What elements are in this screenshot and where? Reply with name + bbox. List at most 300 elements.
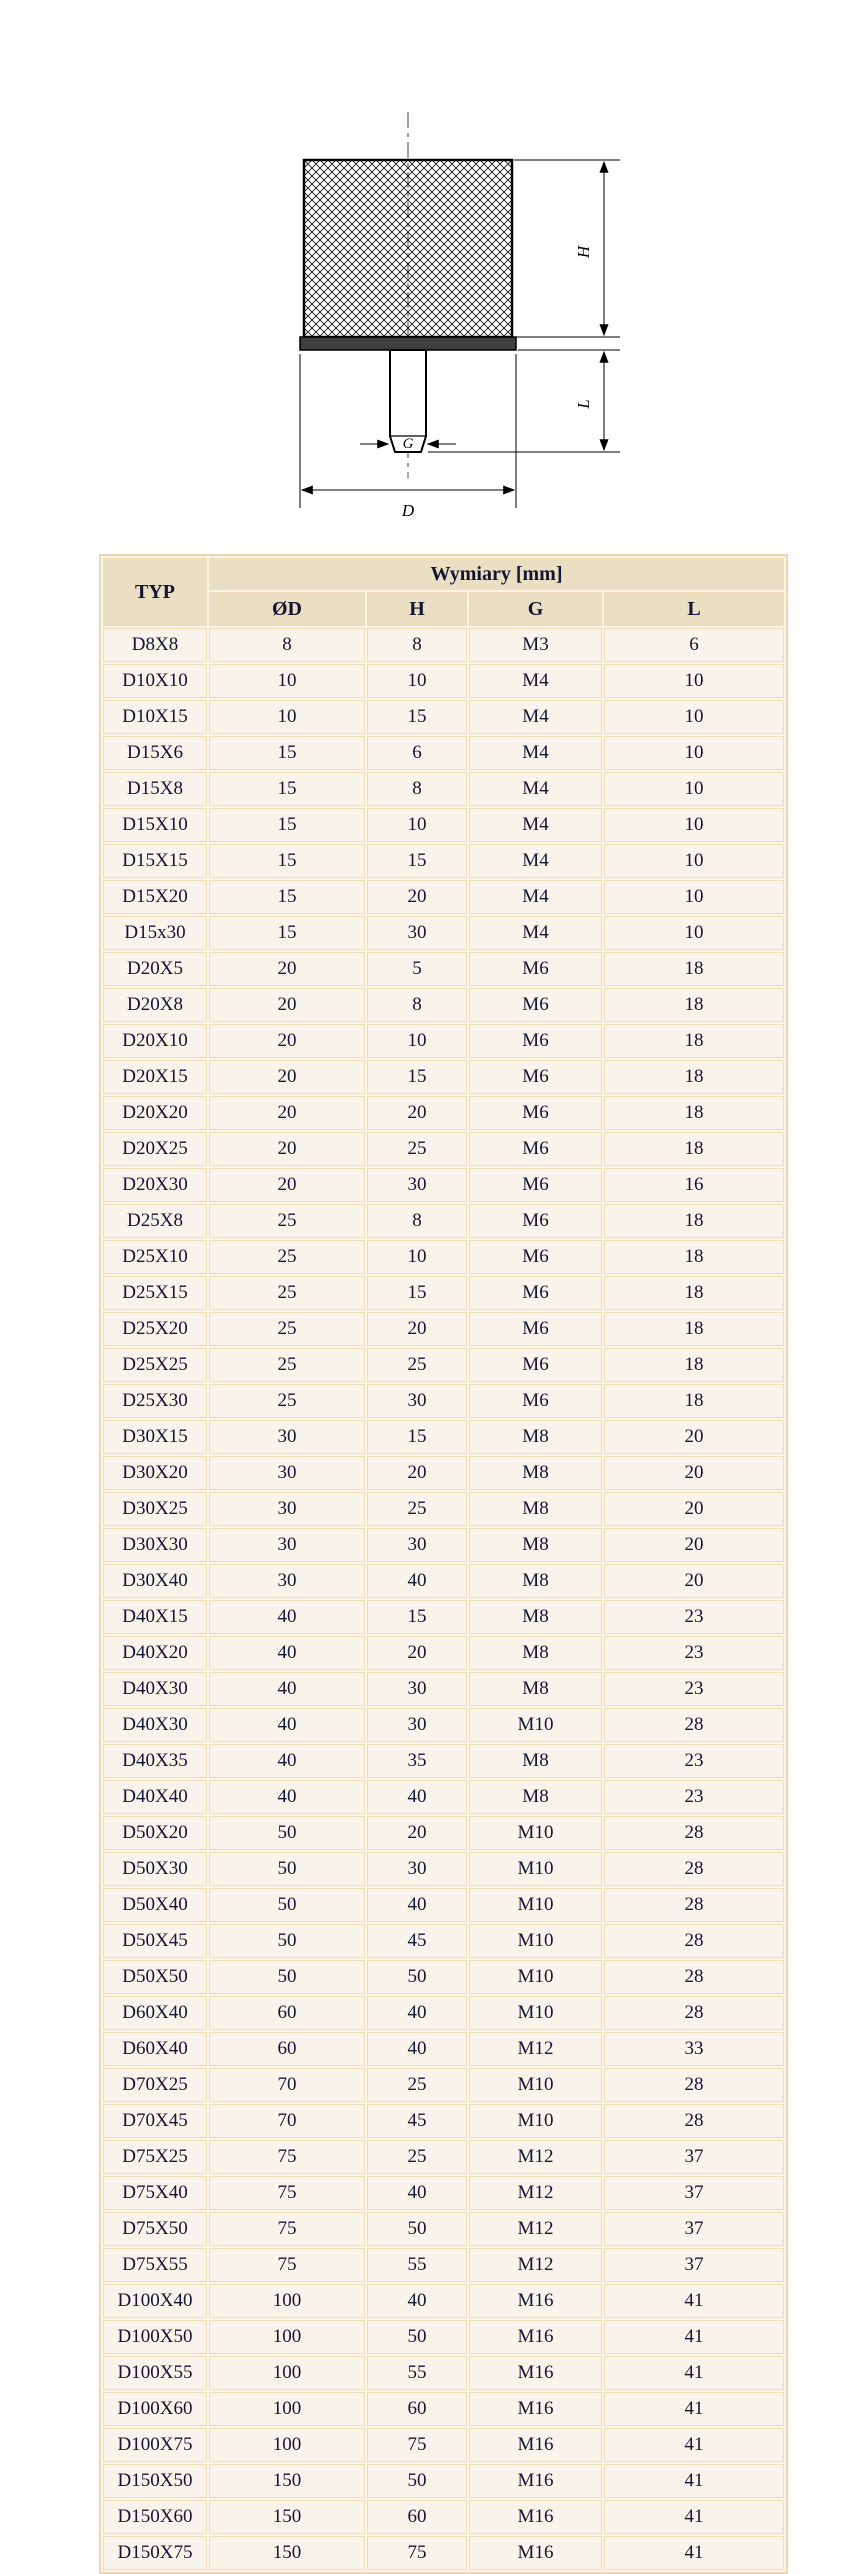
cell-value: M16 bbox=[469, 2320, 602, 2354]
cell-value: M6 bbox=[469, 1132, 602, 1166]
table-row bbox=[103, 2500, 784, 2534]
cell-typ: D100X40 bbox=[103, 2284, 207, 2318]
cell-value: 15 bbox=[209, 772, 365, 806]
cell-value: 25 bbox=[209, 1312, 365, 1346]
cell-value: 16 bbox=[604, 1168, 784, 1202]
cell-typ: D8X8 bbox=[103, 628, 207, 662]
cell-value: M12 bbox=[469, 2032, 602, 2066]
cell-typ: D150X50 bbox=[103, 2464, 207, 2498]
table-row bbox=[103, 844, 784, 878]
table-row bbox=[103, 1096, 784, 1130]
table-row bbox=[103, 1528, 784, 1562]
cell-typ: D20X5 bbox=[103, 952, 207, 986]
cell-value: 100 bbox=[209, 2428, 365, 2462]
cell-value: 60 bbox=[367, 2392, 467, 2426]
dim-label-g: G bbox=[402, 436, 414, 452]
cell-typ: D25X15 bbox=[103, 1276, 207, 1310]
cell-value: 28 bbox=[604, 1888, 784, 1922]
cell-value: 10 bbox=[604, 736, 784, 770]
cell-typ: D50X30 bbox=[103, 1852, 207, 1886]
cell-value: M12 bbox=[469, 2140, 602, 2174]
cell-value: M3 bbox=[469, 628, 602, 662]
cell-typ: D50X20 bbox=[103, 1816, 207, 1850]
dim-label-h: H bbox=[574, 245, 593, 259]
cell-value: M16 bbox=[469, 2500, 602, 2534]
table-row bbox=[103, 916, 784, 950]
cell-typ: D60X40 bbox=[103, 2032, 207, 2066]
cell-typ: D25X8 bbox=[103, 1204, 207, 1238]
cell-value: 50 bbox=[209, 1852, 365, 1886]
cell-value: M10 bbox=[469, 1816, 602, 1850]
cell-value: 15 bbox=[367, 844, 467, 878]
cell-value: 50 bbox=[367, 2320, 467, 2354]
cell-value: 55 bbox=[367, 2248, 467, 2282]
cell-value: 10 bbox=[604, 880, 784, 914]
cell-value: 25 bbox=[209, 1204, 365, 1238]
cell-value: 18 bbox=[604, 1276, 784, 1310]
cell-value: M16 bbox=[469, 2392, 602, 2426]
cell-typ: D150X60 bbox=[103, 2500, 207, 2534]
cell-value: 41 bbox=[604, 2284, 784, 2318]
cell-value: M6 bbox=[469, 1276, 602, 1310]
cell-value: 40 bbox=[367, 1564, 467, 1598]
table-row bbox=[103, 1780, 784, 1814]
cell-value: 75 bbox=[367, 2536, 467, 2570]
cell-value: 20 bbox=[604, 1528, 784, 1562]
cell-value: 28 bbox=[604, 2104, 784, 2138]
cell-value: M6 bbox=[469, 988, 602, 1022]
table-row bbox=[103, 2356, 784, 2390]
cell-value: 33 bbox=[604, 2032, 784, 2066]
table-row bbox=[103, 2176, 784, 2210]
cell-value: M16 bbox=[469, 2464, 602, 2498]
table-row bbox=[103, 1024, 784, 1058]
cell-value: 30 bbox=[367, 916, 467, 950]
cell-typ: D75X50 bbox=[103, 2212, 207, 2246]
cell-value: M8 bbox=[469, 1492, 602, 1526]
cell-value: M6 bbox=[469, 1348, 602, 1382]
cell-value: M8 bbox=[469, 1420, 602, 1454]
cell-value: 18 bbox=[604, 1312, 784, 1346]
cell-value: 100 bbox=[209, 2320, 365, 2354]
cell-value: 60 bbox=[209, 1996, 365, 2030]
cell-typ: D100X75 bbox=[103, 2428, 207, 2462]
cell-value: M16 bbox=[469, 2536, 602, 2570]
cell-value: 15 bbox=[209, 736, 365, 770]
cell-value: 8 bbox=[367, 628, 467, 662]
table-row bbox=[103, 1492, 784, 1526]
cell-value: M6 bbox=[469, 1240, 602, 1274]
cell-value: 15 bbox=[209, 916, 365, 950]
table-row bbox=[103, 1420, 784, 1454]
cell-value: 40 bbox=[209, 1744, 365, 1778]
cell-value: 150 bbox=[209, 2500, 365, 2534]
cell-value: 20 bbox=[367, 1312, 467, 1346]
cell-value: 5 bbox=[367, 952, 467, 986]
cell-typ: D70X45 bbox=[103, 2104, 207, 2138]
cell-typ: D40X15 bbox=[103, 1600, 207, 1634]
cell-value: 75 bbox=[367, 2428, 467, 2462]
cell-value: 18 bbox=[604, 1348, 784, 1382]
cell-value: 40 bbox=[209, 1600, 365, 1634]
technical-drawing bbox=[0, 0, 864, 540]
cell-typ: D75X25 bbox=[103, 2140, 207, 2174]
cell-value: 41 bbox=[604, 2464, 784, 2498]
cell-typ: D100X50 bbox=[103, 2320, 207, 2354]
cell-value: 18 bbox=[604, 1096, 784, 1130]
cell-value: 75 bbox=[209, 2212, 365, 2246]
table-row bbox=[103, 1348, 784, 1382]
cell-value: 10 bbox=[209, 700, 365, 734]
cell-value: 6 bbox=[367, 736, 467, 770]
cell-value: 20 bbox=[604, 1564, 784, 1598]
table-row bbox=[103, 736, 784, 770]
cell-value: 41 bbox=[604, 2320, 784, 2354]
cell-value: M10 bbox=[469, 1708, 602, 1742]
cell-typ: D50X45 bbox=[103, 1924, 207, 1958]
cell-value: 35 bbox=[367, 1744, 467, 1778]
cell-typ: D50X50 bbox=[103, 1960, 207, 1994]
cell-value: 10 bbox=[604, 808, 784, 842]
cell-value: 50 bbox=[367, 2212, 467, 2246]
cell-value: 40 bbox=[209, 1672, 365, 1706]
cell-value: 18 bbox=[604, 988, 784, 1022]
damper-drawing-svg bbox=[0, 0, 864, 540]
cell-value: 41 bbox=[604, 2392, 784, 2426]
cell-typ: D20X30 bbox=[103, 1168, 207, 1202]
cell-typ: D40X20 bbox=[103, 1636, 207, 1670]
table-row bbox=[103, 1564, 784, 1598]
cell-value: 50 bbox=[209, 1816, 365, 1850]
table-row bbox=[103, 1996, 784, 2030]
cell-value: M10 bbox=[469, 1924, 602, 1958]
cell-value: 23 bbox=[604, 1600, 784, 1634]
cell-value: 30 bbox=[367, 1672, 467, 1706]
cell-value: 30 bbox=[367, 1168, 467, 1202]
cell-value: 18 bbox=[604, 1384, 784, 1418]
cell-value: 15 bbox=[209, 808, 365, 842]
table-row bbox=[103, 2032, 784, 2066]
cell-value: 40 bbox=[367, 1888, 467, 1922]
col-header-h: H bbox=[367, 592, 467, 626]
cell-value: 55 bbox=[367, 2356, 467, 2390]
cell-value: 41 bbox=[604, 2428, 784, 2462]
cell-typ: D20X20 bbox=[103, 1096, 207, 1130]
table-row bbox=[103, 2428, 784, 2462]
cell-value: 25 bbox=[209, 1276, 365, 1310]
table-row bbox=[103, 952, 784, 986]
cell-value: 15 bbox=[367, 1420, 467, 1454]
cell-value: M10 bbox=[469, 2104, 602, 2138]
table-row bbox=[103, 700, 784, 734]
cell-value: 40 bbox=[367, 1996, 467, 2030]
cell-value: M8 bbox=[469, 1456, 602, 1490]
cell-value: 10 bbox=[604, 700, 784, 734]
cell-value: M4 bbox=[469, 916, 602, 950]
cell-value: 41 bbox=[604, 2356, 784, 2390]
rubber-body bbox=[304, 160, 512, 337]
cell-typ: D70X25 bbox=[103, 2068, 207, 2102]
cell-typ: D100X55 bbox=[103, 2356, 207, 2390]
cell-value: 75 bbox=[209, 2140, 365, 2174]
dim-label-d: D bbox=[401, 501, 415, 520]
cell-value: 15 bbox=[209, 844, 365, 878]
cell-value: 70 bbox=[209, 2068, 365, 2102]
cell-value: 60 bbox=[367, 2500, 467, 2534]
dim-label-l: L bbox=[574, 399, 593, 409]
cell-value: 50 bbox=[209, 1888, 365, 1922]
cell-value: 20 bbox=[604, 1420, 784, 1454]
col-header-d: ØD bbox=[209, 592, 365, 626]
table-row bbox=[103, 2536, 784, 2570]
cell-typ: D15X8 bbox=[103, 772, 207, 806]
cell-value: M6 bbox=[469, 1384, 602, 1418]
cell-typ: D30X25 bbox=[103, 1492, 207, 1526]
cell-value: 8 bbox=[367, 988, 467, 1022]
cell-value: 15 bbox=[367, 700, 467, 734]
table-row bbox=[103, 1204, 784, 1238]
table-row bbox=[103, 2392, 784, 2426]
cell-value: M12 bbox=[469, 2248, 602, 2282]
cell-value: 10 bbox=[209, 664, 365, 698]
cell-value: 28 bbox=[604, 1996, 784, 2030]
cell-value: 30 bbox=[209, 1564, 365, 1598]
table-row bbox=[103, 2320, 784, 2354]
cell-value: 18 bbox=[604, 1060, 784, 1094]
cell-value: M8 bbox=[469, 1564, 602, 1598]
cell-typ: D20X10 bbox=[103, 1024, 207, 1058]
cell-value: M8 bbox=[469, 1672, 602, 1706]
cell-value: M4 bbox=[469, 880, 602, 914]
table-row bbox=[103, 2068, 784, 2102]
cell-typ: D25X25 bbox=[103, 1348, 207, 1382]
table-row bbox=[103, 2104, 784, 2138]
cell-value: 100 bbox=[209, 2284, 365, 2318]
cell-value: 20 bbox=[209, 1168, 365, 1202]
table-row bbox=[103, 772, 784, 806]
cell-typ: D30X30 bbox=[103, 1528, 207, 1562]
cell-value: 28 bbox=[604, 1924, 784, 1958]
cell-value: M8 bbox=[469, 1780, 602, 1814]
cell-value: 20 bbox=[367, 1636, 467, 1670]
cell-value: 15 bbox=[367, 1276, 467, 1310]
cell-value: 37 bbox=[604, 2212, 784, 2246]
table-row bbox=[103, 1240, 784, 1274]
cell-value: M4 bbox=[469, 700, 602, 734]
cell-value: M10 bbox=[469, 1960, 602, 1994]
cell-value: 18 bbox=[604, 1132, 784, 1166]
cell-value: 37 bbox=[604, 2140, 784, 2174]
table-row bbox=[103, 1816, 784, 1850]
cell-value: M6 bbox=[469, 1060, 602, 1094]
cell-value: 28 bbox=[604, 1960, 784, 1994]
table-row bbox=[103, 1060, 784, 1094]
table-row bbox=[103, 1276, 784, 1310]
cell-value: 8 bbox=[367, 772, 467, 806]
cell-value: 20 bbox=[367, 1816, 467, 1850]
cell-value: 30 bbox=[367, 1528, 467, 1562]
cell-typ: D20X8 bbox=[103, 988, 207, 1022]
cell-typ: D40X35 bbox=[103, 1744, 207, 1778]
table-row bbox=[103, 1744, 784, 1778]
cell-value: M10 bbox=[469, 2068, 602, 2102]
cell-value: 20 bbox=[604, 1456, 784, 1490]
cell-typ: D40X30 bbox=[103, 1708, 207, 1742]
table-row bbox=[103, 1960, 784, 1994]
cell-value: 8 bbox=[367, 1204, 467, 1238]
cell-value: 40 bbox=[209, 1636, 365, 1670]
table-row bbox=[103, 1168, 784, 1202]
cell-value: 20 bbox=[604, 1492, 784, 1526]
cell-value: M10 bbox=[469, 1852, 602, 1886]
table-row bbox=[103, 1600, 784, 1634]
table-row bbox=[103, 1384, 784, 1418]
cell-typ: D30X40 bbox=[103, 1564, 207, 1598]
cell-value: 20 bbox=[209, 1060, 365, 1094]
cell-value: M8 bbox=[469, 1636, 602, 1670]
table-body bbox=[103, 628, 784, 2570]
table-row bbox=[103, 2464, 784, 2498]
table-row bbox=[103, 2212, 784, 2246]
cell-value: 41 bbox=[604, 2500, 784, 2534]
cell-typ: D25X20 bbox=[103, 1312, 207, 1346]
table-row bbox=[103, 1852, 784, 1886]
cell-value: 18 bbox=[604, 1024, 784, 1058]
cell-value: 10 bbox=[604, 916, 784, 950]
cell-typ: D30X20 bbox=[103, 1456, 207, 1490]
cell-value: M6 bbox=[469, 1312, 602, 1346]
cell-value: 25 bbox=[367, 2068, 467, 2102]
cell-value: 100 bbox=[209, 2356, 365, 2390]
table-row bbox=[103, 664, 784, 698]
table-row bbox=[103, 1708, 784, 1742]
cell-value: 15 bbox=[367, 1060, 467, 1094]
cell-value: M4 bbox=[469, 736, 602, 770]
cell-value: 50 bbox=[209, 1924, 365, 1958]
cell-value: 20 bbox=[367, 880, 467, 914]
cell-typ: D25X10 bbox=[103, 1240, 207, 1274]
cell-value: 40 bbox=[367, 1780, 467, 1814]
cell-value: M16 bbox=[469, 2284, 602, 2318]
cell-value: 15 bbox=[209, 880, 365, 914]
cell-typ: D20X15 bbox=[103, 1060, 207, 1094]
cell-value: 50 bbox=[367, 2464, 467, 2498]
cell-typ: D40X40 bbox=[103, 1780, 207, 1814]
cell-value: 40 bbox=[367, 2176, 467, 2210]
cell-value: 30 bbox=[209, 1492, 365, 1526]
cell-typ: D15X10 bbox=[103, 808, 207, 842]
cell-value: 150 bbox=[209, 2464, 365, 2498]
cell-typ: D50X40 bbox=[103, 1888, 207, 1922]
table-group-header: Wymiary [mm] bbox=[209, 558, 784, 590]
cell-value: 25 bbox=[367, 2140, 467, 2174]
cell-value: M4 bbox=[469, 664, 602, 698]
cell-value: M8 bbox=[469, 1744, 602, 1778]
cell-value: 20 bbox=[209, 1132, 365, 1166]
cell-value: 23 bbox=[604, 1636, 784, 1670]
cell-value: 20 bbox=[367, 1096, 467, 1130]
table-row bbox=[103, 1456, 784, 1490]
cell-value: 40 bbox=[209, 1780, 365, 1814]
table-row bbox=[103, 808, 784, 842]
cell-value: 8 bbox=[209, 628, 365, 662]
cell-value: M16 bbox=[469, 2428, 602, 2462]
cell-value: 41 bbox=[604, 2536, 784, 2570]
cell-value: M6 bbox=[469, 952, 602, 986]
cell-value: 18 bbox=[604, 1204, 784, 1238]
table-row bbox=[103, 1672, 784, 1706]
cell-value: 18 bbox=[604, 1240, 784, 1274]
table-row bbox=[103, 2140, 784, 2174]
cell-value: 20 bbox=[209, 988, 365, 1022]
cell-value: 15 bbox=[367, 1600, 467, 1634]
cell-value: M4 bbox=[469, 772, 602, 806]
cell-value: M6 bbox=[469, 1204, 602, 1238]
cell-value: 28 bbox=[604, 1816, 784, 1850]
cell-value: 20 bbox=[367, 1456, 467, 1490]
cell-value: 100 bbox=[209, 2392, 365, 2426]
col-header-g: G bbox=[469, 592, 602, 626]
table-row bbox=[103, 2284, 784, 2318]
cell-typ: D75X40 bbox=[103, 2176, 207, 2210]
cell-typ: D10X10 bbox=[103, 664, 207, 698]
cell-typ: D60X40 bbox=[103, 1996, 207, 2030]
cell-value: 30 bbox=[209, 1528, 365, 1562]
cell-value: 50 bbox=[209, 1960, 365, 1994]
cell-value: M12 bbox=[469, 2212, 602, 2246]
cell-value: 28 bbox=[604, 1852, 784, 1886]
cell-value: 20 bbox=[209, 952, 365, 986]
cell-value: 25 bbox=[209, 1240, 365, 1274]
base-plate bbox=[300, 337, 516, 350]
cell-typ: D15X20 bbox=[103, 880, 207, 914]
table-row bbox=[103, 880, 784, 914]
cell-value: 23 bbox=[604, 1744, 784, 1778]
cell-value: 18 bbox=[604, 952, 784, 986]
cell-value: 23 bbox=[604, 1780, 784, 1814]
cell-value: 28 bbox=[604, 2068, 784, 2102]
cell-typ: D75X55 bbox=[103, 2248, 207, 2282]
cell-value: 25 bbox=[209, 1384, 365, 1418]
table-row bbox=[103, 628, 784, 662]
cell-value: 10 bbox=[367, 664, 467, 698]
cell-value: 30 bbox=[209, 1456, 365, 1490]
cell-value: M12 bbox=[469, 2176, 602, 2210]
cell-value: 10 bbox=[367, 1024, 467, 1058]
cell-value: 10 bbox=[367, 1240, 467, 1274]
cell-value: 75 bbox=[209, 2176, 365, 2210]
table-row bbox=[103, 1636, 784, 1670]
table-row bbox=[103, 2248, 784, 2282]
col-header-typ: TYP bbox=[103, 558, 207, 626]
table-header-row-group bbox=[103, 558, 784, 590]
cell-value: M8 bbox=[469, 1528, 602, 1562]
table-row bbox=[103, 1132, 784, 1166]
cell-value: M8 bbox=[469, 1600, 602, 1634]
cell-value: 30 bbox=[209, 1420, 365, 1454]
cell-typ: D30X15 bbox=[103, 1420, 207, 1454]
cell-value: 50 bbox=[367, 1960, 467, 1994]
cell-value: 60 bbox=[209, 2032, 365, 2066]
cell-value: 40 bbox=[367, 2032, 467, 2066]
cell-value: 70 bbox=[209, 2104, 365, 2138]
cell-value: 25 bbox=[367, 1492, 467, 1526]
cell-typ: D20X25 bbox=[103, 1132, 207, 1166]
cell-typ: D10X15 bbox=[103, 700, 207, 734]
cell-typ: D100X60 bbox=[103, 2392, 207, 2426]
cell-value: 20 bbox=[209, 1024, 365, 1058]
cell-value: 23 bbox=[604, 1672, 784, 1706]
